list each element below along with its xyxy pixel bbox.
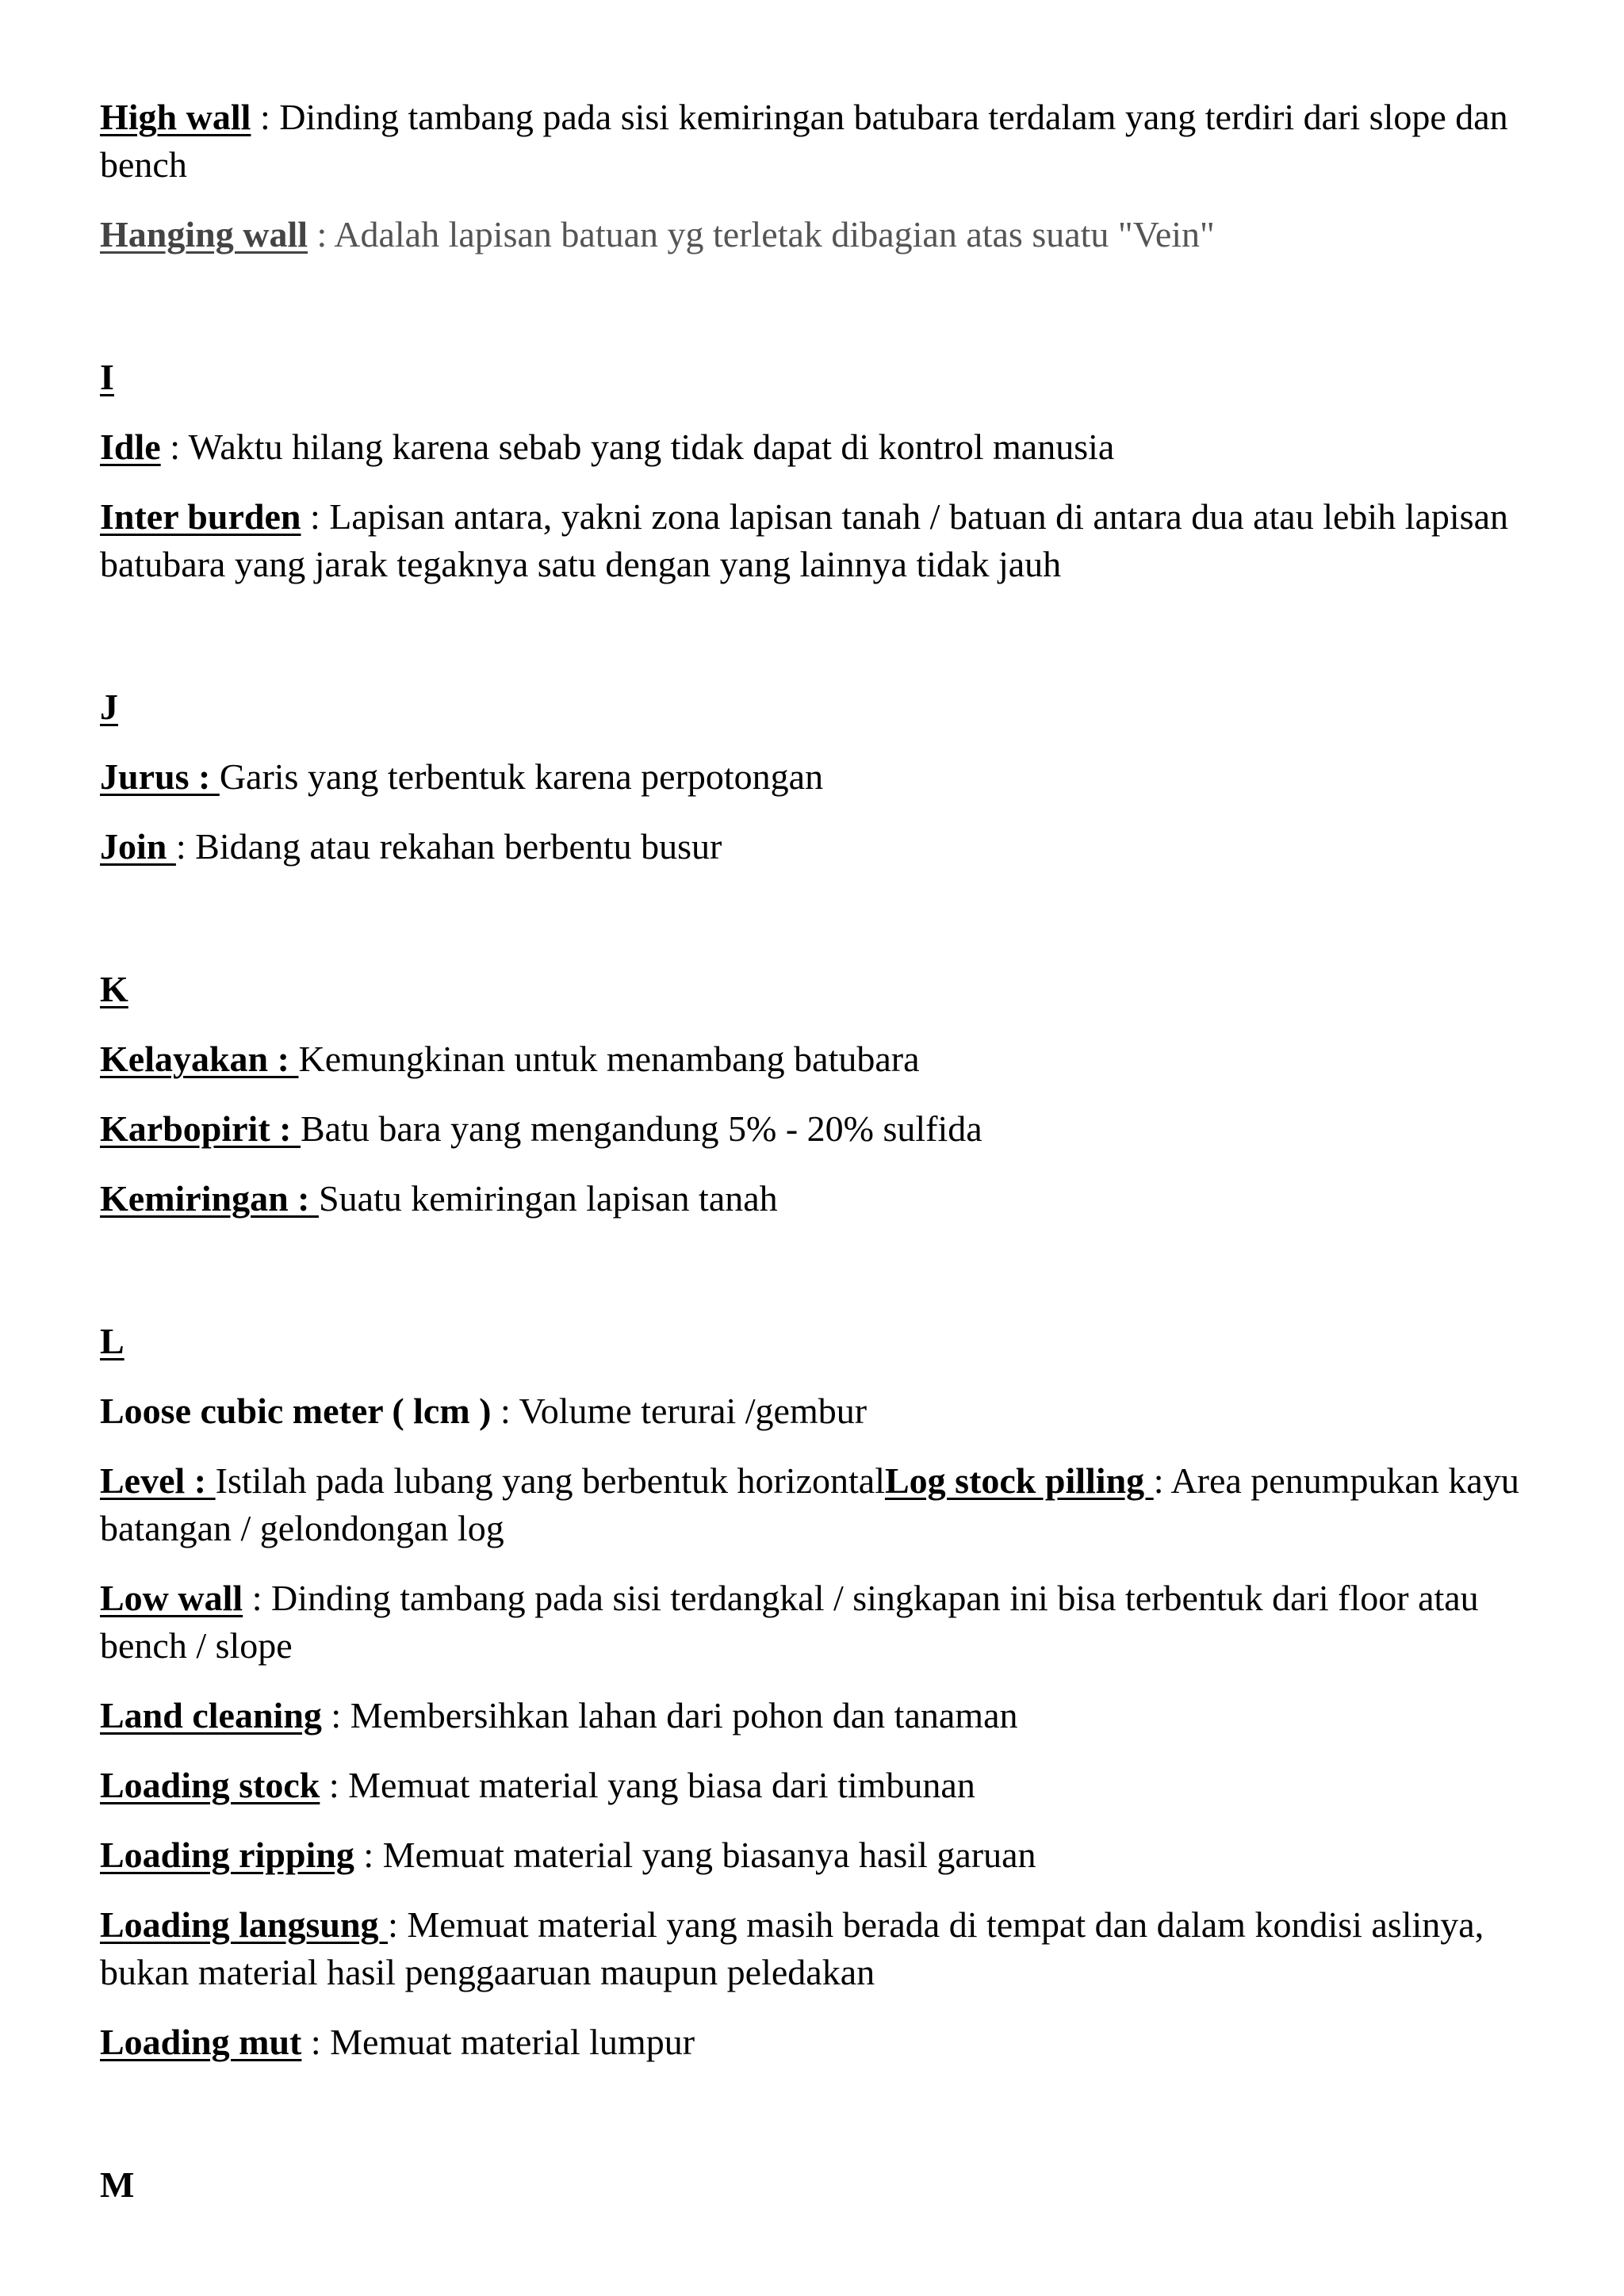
term-loading-mut: Loading mut <box>100 2022 302 2062</box>
term-level: Level : <box>100 1460 216 1501</box>
definition-loose-cubic-meter: Volume terurai /gembur <box>519 1391 868 1431</box>
term-hanging-wall: Hanging wall <box>100 214 308 254</box>
entry-join <box>100 823 1527 871</box>
entry-loading-ripping <box>100 1831 1527 1879</box>
definition-karbopirit: Batu bara yang mengandung 5% - 20% sulfida <box>300 1108 982 1149</box>
term-log-stock-pilling: Log stock pilling <box>884 1460 1154 1501</box>
definition-loading-ripping: Memuat material yang biasanya hasil garuan <box>382 1835 1036 1875</box>
term-jurus: Jurus : <box>100 756 220 797</box>
term-kelayakan: Kelayakan : <box>100 1039 299 1079</box>
term-high-wall: High wall <box>100 97 251 137</box>
entry-land-cleaning <box>100 1692 1527 1739</box>
separator: : <box>301 496 330 537</box>
definition-high-wall: Dinding tambang pada sisi kemiringan batubara terdalam yang terdiri dari slope dan bench <box>100 97 1508 185</box>
term-join: Join <box>100 826 176 867</box>
entry-high-wall <box>100 94 1527 189</box>
definition-loading-stock: Memuat material yang biasa dari timbunan <box>348 1765 975 1805</box>
entry-low-wall <box>100 1575 1527 1670</box>
entry-level <box>100 1457 1527 1552</box>
term-loading-ripping: Loading ripping <box>100 1835 354 1875</box>
definition-loading-mut: Memuat material lumpur <box>330 2022 695 2062</box>
entry-hanging-wall <box>100 211 1527 258</box>
heading-i: I <box>100 357 114 397</box>
definition-jurus: Garis yang terbentuk karena perpotongan <box>219 756 824 797</box>
separator: : <box>251 97 280 137</box>
separator: : <box>301 2022 331 2062</box>
definition-join: Bidang atau rekahan berbentu busur <box>195 826 722 867</box>
heading-m: M <box>100 2164 135 2205</box>
definition-loading-langsung: Memuat material yang masih berada di tempat dan dalam kondisi aslinya, bukan material hasil penggaaruan maupun peledakan <box>100 1904 1484 1992</box>
heading-k: K <box>100 969 128 1009</box>
definition-kelayakan: Kemungkinan untuk menambang batubara <box>298 1039 920 1079</box>
definition-log-stock-pilling: Area penumpukan kayu batangan / gelondongan log <box>100 1460 1519 1548</box>
glossary-page <box>100 94 1527 2209</box>
definition-low-wall: Dinding tambang pada sisi terdangkal / singkapan ini bisa terbentuk dari floor atau bench / slope <box>100 1578 1479 1666</box>
definition-kemiringan: Suatu kemiringan lapisan tanah <box>318 1178 778 1219</box>
heading-l: L <box>100 1321 124 1361</box>
definition-inter-burden: Lapisan antara, yakni zona lapisan tanah / batuan di antara dua atau lebih lapisan batubara yang jarak tegaknya satu dengan yang lainnya tidak jauh <box>100 496 1508 584</box>
term-loose-cubic-meter: Loose cubic meter ( lcm ) <box>100 1391 492 1431</box>
term-low-wall: Low wall <box>100 1578 243 1618</box>
separator: : <box>320 1765 349 1805</box>
entry-inter-burden <box>100 493 1527 588</box>
separator: : <box>321 1695 350 1735</box>
separator: : <box>160 427 189 467</box>
definition-level: Istilah pada lubang yang berbentuk horizontal <box>215 1460 885 1501</box>
separator: : <box>388 1904 408 1945</box>
entry-jurus <box>100 753 1527 801</box>
entry-idle <box>100 423 1527 471</box>
entry-kelayakan <box>100 1035 1527 1083</box>
entry-loading-stock <box>100 1762 1527 1809</box>
definition-land-cleaning: Membersihkan lahan dari pohon dan tanaman <box>350 1695 1018 1735</box>
definition-hanging-wall: Adalah lapisan batuan yg terletak dibagian atas suatu "Vein" <box>334 214 1215 254</box>
entry-loose-cubic-meter <box>100 1387 1527 1435</box>
term-idle: Idle <box>100 427 161 467</box>
separator: : <box>243 1578 271 1618</box>
separator: : <box>175 826 196 867</box>
separator: : <box>354 1835 383 1875</box>
entry-karbopirit <box>100 1105 1527 1153</box>
separator: : <box>1153 1460 1171 1501</box>
entry-loading-langsung <box>100 1901 1527 1996</box>
term-inter-burden: Inter burden <box>100 496 301 537</box>
term-kemiringan: Kemiringan : <box>100 1178 319 1219</box>
entry-kemiringan <box>100 1175 1527 1223</box>
separator: : <box>491 1391 519 1431</box>
separator: : <box>308 214 335 254</box>
term-land-cleaning: Land cleaning <box>100 1695 322 1735</box>
term-loading-langsung: Loading langsung <box>100 1904 389 1945</box>
heading-j: J <box>100 687 118 727</box>
definition-idle: Waktu hilang karena sebab yang tidak dapat di kontrol manusia <box>188 427 1115 467</box>
term-karbopirit: Karbopirit : <box>100 1108 301 1149</box>
term-loading-stock: Loading stock <box>100 1765 320 1805</box>
entry-loading-mut <box>100 2019 1527 2066</box>
